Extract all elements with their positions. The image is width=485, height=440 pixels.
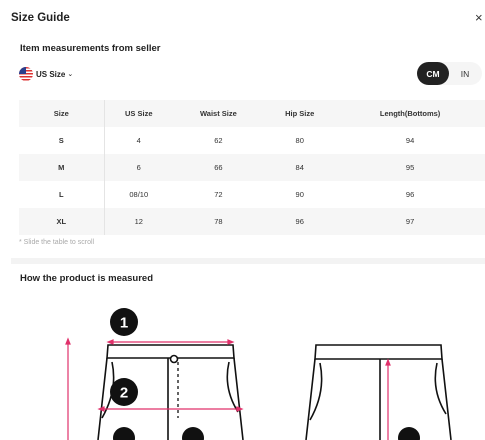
size-table[interactable] xyxy=(19,100,485,235)
chevron-down-icon: ⌄ xyxy=(67,71,74,78)
column-header: Waist Size xyxy=(199,109,237,118)
column-header: Length(Bottoms) xyxy=(379,109,441,118)
table-cell: S xyxy=(19,127,104,154)
size-region-label: US Size xyxy=(36,69,66,79)
table-row xyxy=(19,127,485,154)
close-icon[interactable]: × xyxy=(475,10,483,25)
measurement-heading: How the product is measured xyxy=(20,273,154,284)
section-divider xyxy=(11,258,485,264)
unit-in-button[interactable]: IN xyxy=(460,68,470,79)
table-cell: 6 xyxy=(136,163,141,172)
column-header: Hip Size xyxy=(285,109,315,118)
unit-toggle xyxy=(417,62,482,85)
table-cell: 96 xyxy=(295,217,304,226)
table-cell: 84 xyxy=(295,163,304,172)
table-row xyxy=(19,208,485,235)
marker-1-badge xyxy=(110,308,138,336)
table-row xyxy=(19,154,485,181)
table-cell: XL xyxy=(19,208,104,235)
table-cell: 4 xyxy=(136,136,141,145)
column-header: Size xyxy=(19,100,104,127)
table-cell: 96 xyxy=(405,190,415,199)
table-header-row xyxy=(19,100,485,127)
marker-1-label: 1 xyxy=(119,314,129,332)
scroll-hint: * Slide the table to scroll xyxy=(19,239,95,246)
table-cell: 95 xyxy=(405,163,415,172)
table-cell: 97 xyxy=(405,217,415,226)
table-cell: 78 xyxy=(214,217,223,226)
table-cell: 94 xyxy=(405,136,415,145)
size-guide-header xyxy=(11,10,485,26)
marker-2-badge xyxy=(110,378,138,406)
back-pants-illustration xyxy=(306,345,451,440)
size-region-select[interactable] xyxy=(19,66,73,82)
table-row xyxy=(19,181,485,208)
table-cell: 08/10 xyxy=(129,190,149,199)
table-cell: 80 xyxy=(295,136,304,145)
table-cell: L xyxy=(19,181,104,208)
column-header: US Size xyxy=(125,109,153,118)
table-cell: M xyxy=(19,154,104,181)
modal-title: Size Guide xyxy=(11,12,70,24)
table-cell: 72 xyxy=(214,190,223,199)
table-cell: 90 xyxy=(295,190,304,199)
partial-markers xyxy=(113,427,420,440)
measurement-diagram xyxy=(0,300,485,440)
table-cell: 62 xyxy=(214,136,223,145)
marker-2-label: 2 xyxy=(119,384,129,402)
table-cell: 66 xyxy=(214,163,223,172)
item-measurements-heading: Item measurements from seller xyxy=(20,43,161,54)
table-cell: 12 xyxy=(134,217,143,226)
unit-cm-button[interactable]: CM xyxy=(417,62,449,85)
us-flag-icon xyxy=(19,67,33,81)
